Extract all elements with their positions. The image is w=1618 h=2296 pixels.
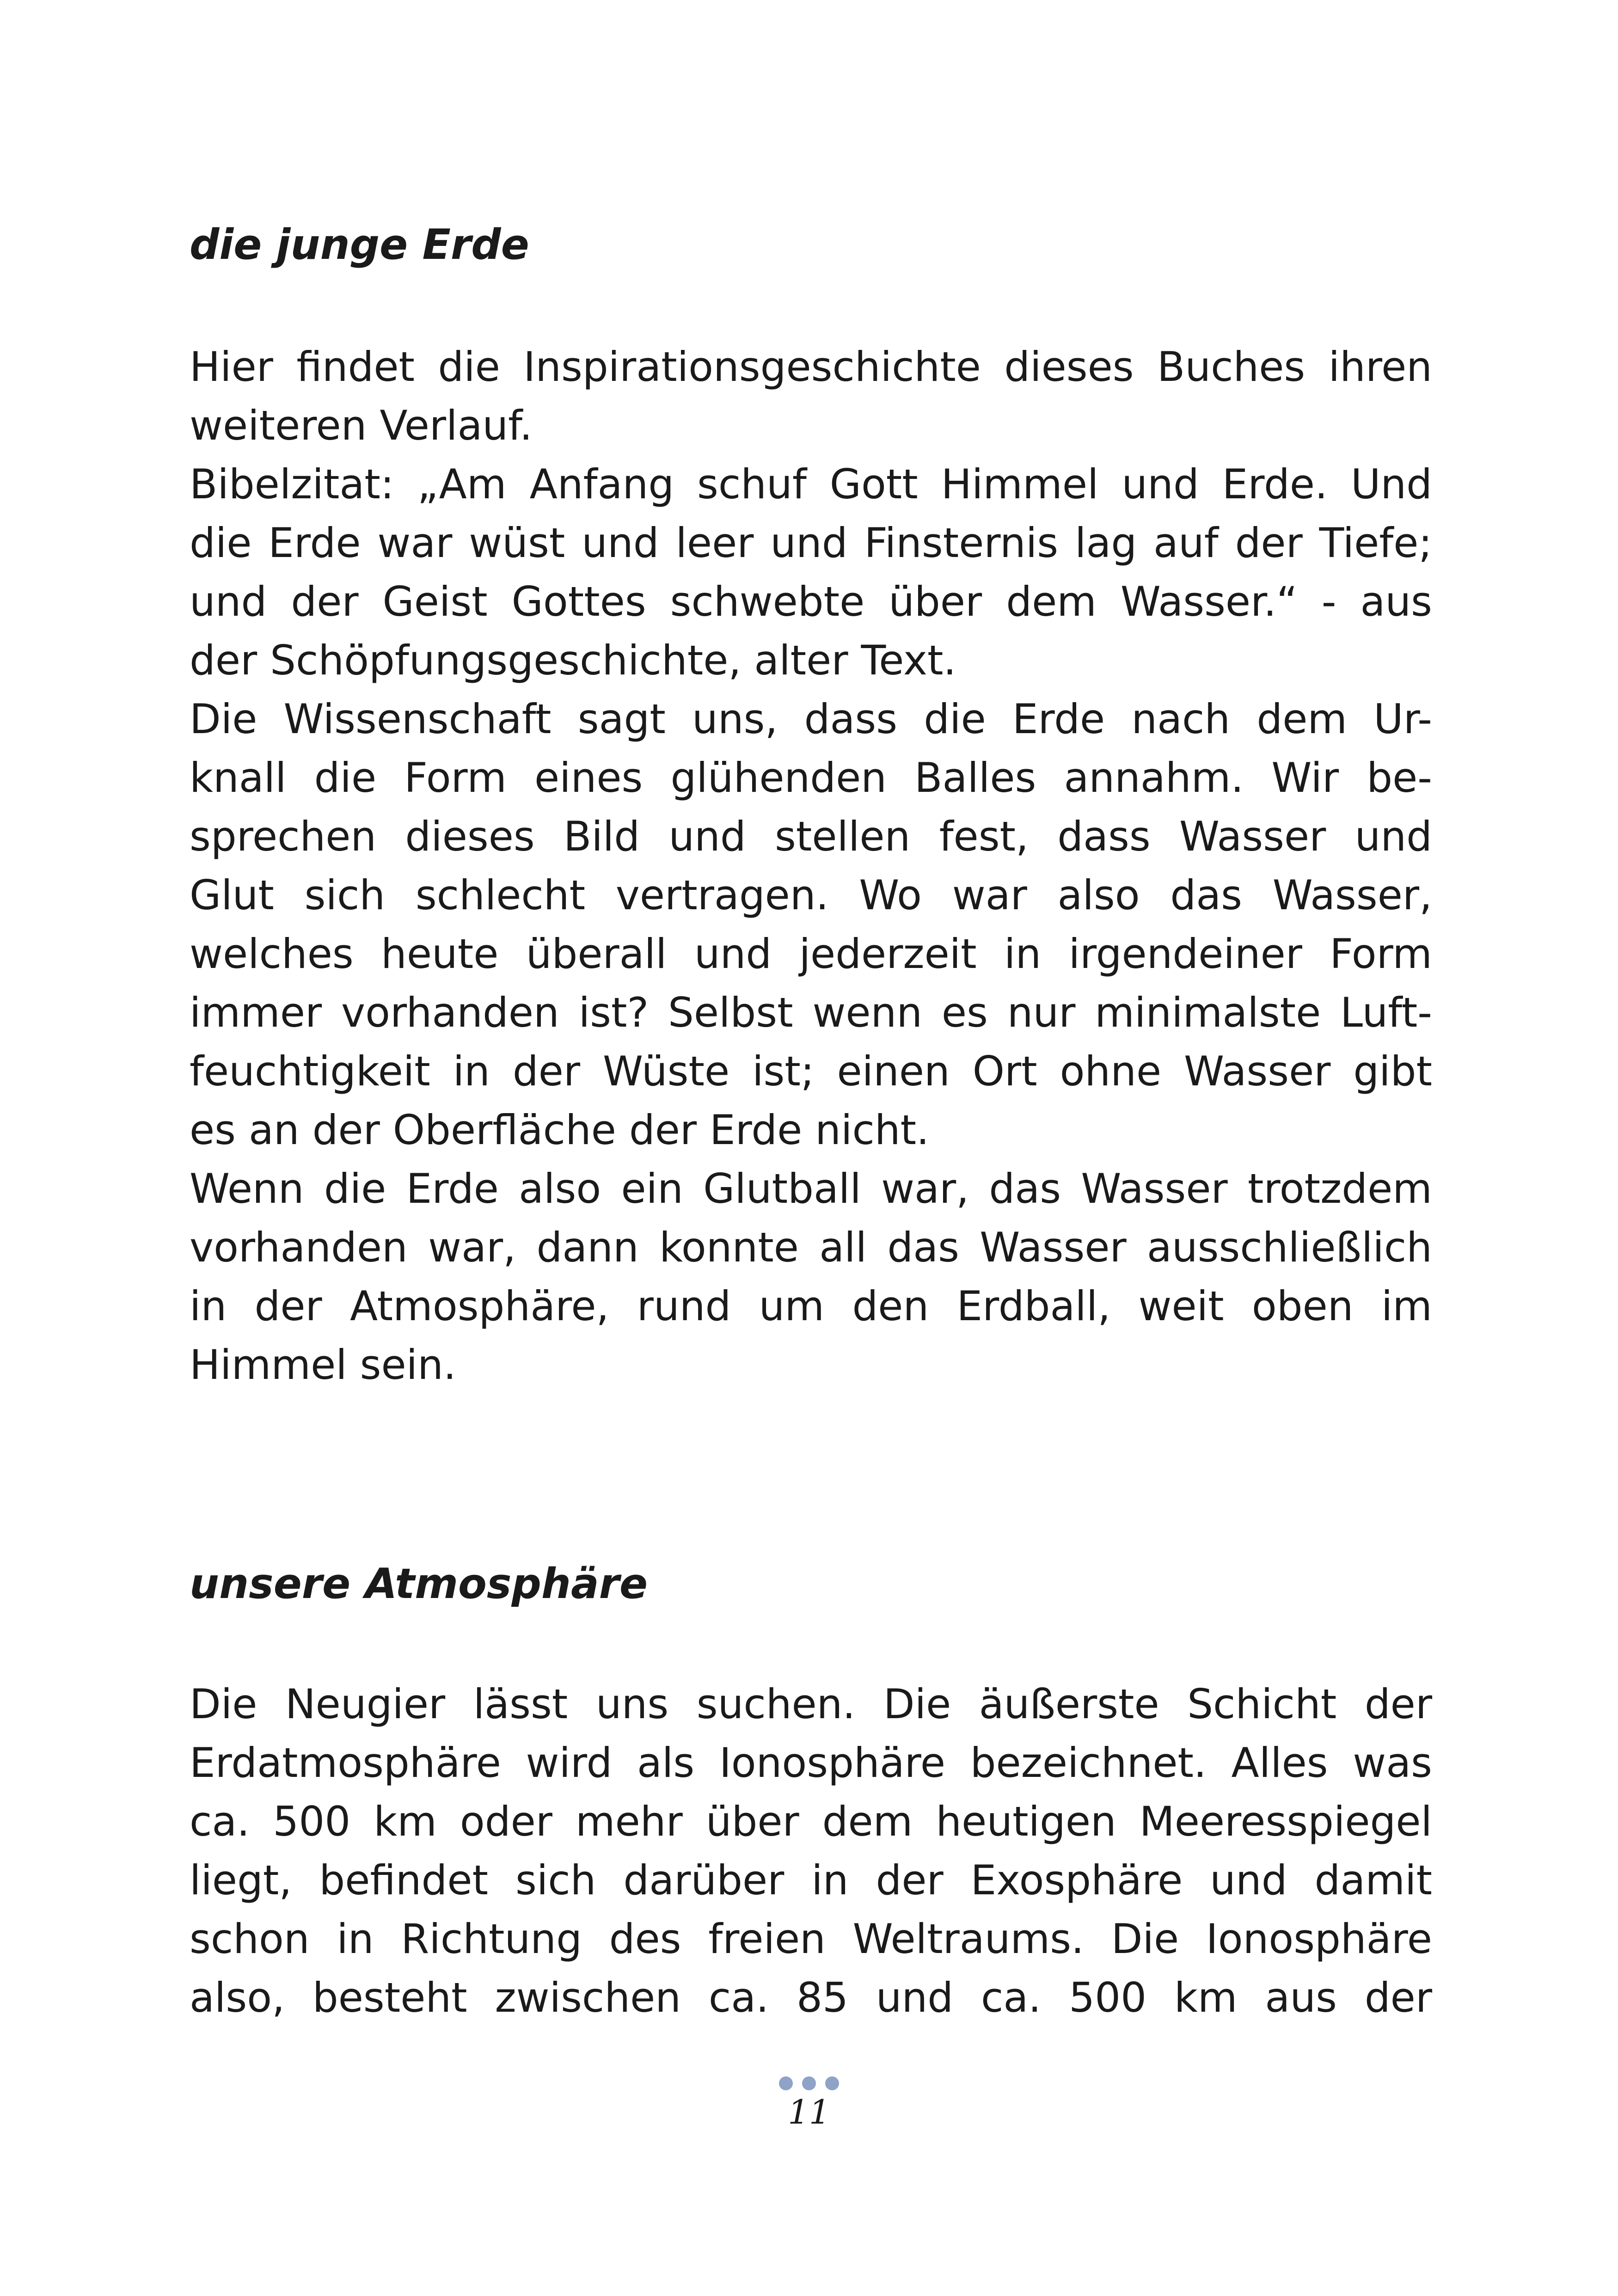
text-line: sprechen dieses Bild und stellen fest, dass Wasser und (190, 813, 1432, 860)
dot-icon (825, 2076, 839, 2090)
dot-icon (802, 2076, 816, 2090)
text-line: liegt, befindet sich darüber in der Exosphäre und damit (190, 1856, 1432, 1904)
text-line: Bibelzitat: „Am Anfang schuf Gott Himmel und Erde. Und (190, 460, 1432, 508)
page-number: 11 (788, 2093, 830, 2131)
text-line: die Erde war wüst und leer und Finsternis lag auf der Tiefe; (190, 519, 1432, 567)
text-line: in der Atmosphäre, rund um den Erdball, weit oben im (190, 1282, 1432, 1330)
section-heading-atmosphere: unsere Atmosphäre (190, 1560, 648, 1608)
text-line: Wenn die Erde also ein Glutball war, das Wasser trotzdem (190, 1165, 1432, 1212)
text-line: und der Geist Gottes schwebte über dem Wasser.“ - aus (190, 578, 1432, 625)
dot-icon (779, 2076, 793, 2090)
page-footer (0, 2076, 1618, 2133)
text-line: der Schöpfungsgeschichte, alter Text. (190, 637, 956, 684)
text-line: weiteren Verlauf. (190, 402, 533, 449)
text-line: also, besteht zwischen ca. 85 und ca. 500 km aus der (190, 1974, 1432, 2021)
section-body-young-earth (190, 337, 1432, 1394)
text-line: immer vorhanden ist? Selbst wenn es nur minimalste Luft- (190, 989, 1432, 1036)
section-heading-young-earth: die junge Erde (190, 220, 529, 269)
text-line: Glut sich schlecht vertragen. Wo war also das Wasser, (190, 871, 1432, 919)
text-line: Die Wissenschaft sagt uns, dass die Erde nach dem Ur- (190, 695, 1432, 743)
text-line: Die Neugier lässt uns suchen. Die äußerste Schicht der (190, 1680, 1432, 1728)
text-line: schon in Richtung des freien Weltraums. Die Ionosphäre (190, 1915, 1432, 1963)
text-line: vorhanden war, dann konnte all das Wasser ausschließlich (190, 1224, 1432, 1271)
text-line: feuchtigkeit in der Wüste ist; einen Ort ohne Wasser gibt (190, 1047, 1432, 1095)
text-line: ca. 500 km oder mehr über dem heutigen Meeresspiegel (190, 1798, 1432, 1845)
text-line: Himmel sein. (190, 1341, 456, 1389)
section-body-atmosphere (190, 1675, 1432, 2027)
text-line: es an der Oberfläche der Erde nicht. (190, 1106, 930, 1154)
ellipsis-ornament-icon (0, 2076, 1618, 2091)
text-line: Erdatmosphäre wird als Ionosphäre bezeichnet. Alles was (190, 1739, 1432, 1787)
text-line: Hier findet die Inspirationsgeschichte dieses Buches ihren (190, 343, 1432, 391)
text-line: knall die Form eines glühenden Balles annahm. Wir be- (190, 754, 1432, 802)
text-line: welches heute überall und jederzeit in irgendeiner Form (190, 930, 1432, 978)
